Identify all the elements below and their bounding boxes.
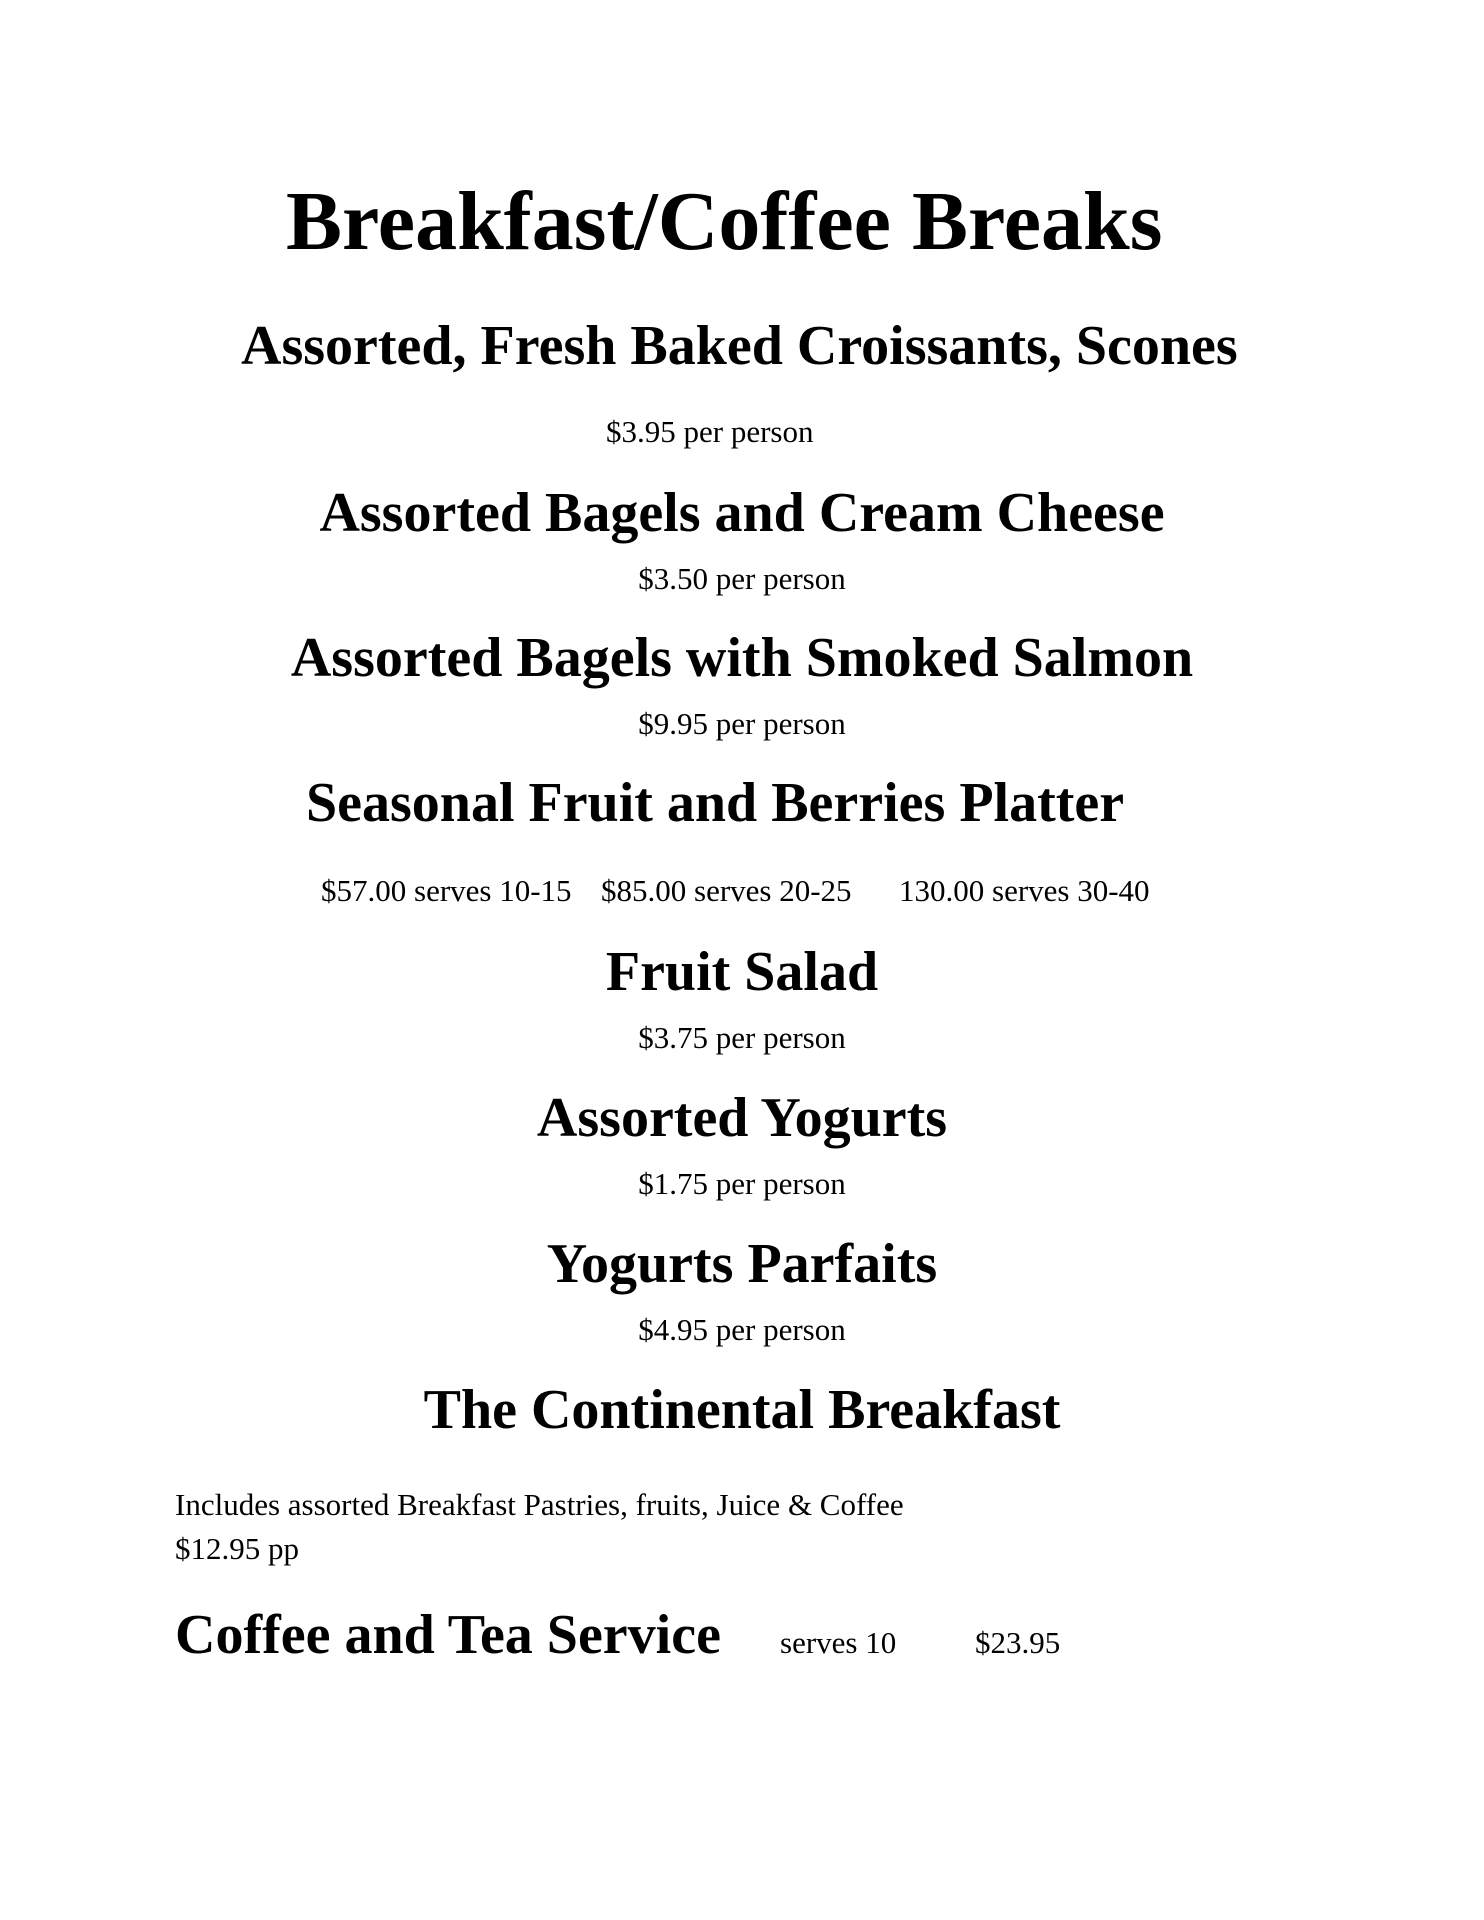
item-price-continental: $12.95 pp [175, 1531, 299, 1566]
item-name-yogurts: Assorted Yogurts [536, 1087, 948, 1149]
item-price-fruit-platter-large: 130.00 serves 30-40 [899, 873, 1150, 908]
item-price-bagels-cream-cheese: $3.50 per person [638, 561, 846, 596]
item-name-coffee-tea: Coffee and Tea Service [175, 1604, 721, 1666]
item-description-continental: Includes assorted Breakfast Pastries, fruits, Juice & Coffee [175, 1487, 904, 1522]
item-name-fruit-salad: Fruit Salad [605, 941, 879, 1003]
item-name-bagels-salmon: Assorted Bagels with Smoked Salmon [290, 627, 1194, 689]
item-price-fruit-platter-medium: $85.00 serves 20-25 [601, 873, 852, 908]
item-name-fruit-platter: Seasonal Fruit and Berries Platter [306, 772, 1125, 834]
item-price-croissants: $3.95 per person [606, 414, 814, 449]
page-title: Breakfast/Coffee Breaks [286, 175, 1163, 268]
item-name-bagels-cream-cheese: Assorted Bagels and Cream Cheese [319, 482, 1165, 544]
item-price-parfaits: $4.95 per person [638, 1312, 846, 1347]
item-price-fruit-platter-small: $57.00 serves 10-15 [321, 873, 572, 908]
item-price-coffee-tea: $23.95 [975, 1625, 1061, 1660]
item-serves-coffee-tea: serves 10 [780, 1625, 897, 1660]
item-name-croissants: Assorted, Fresh Baked Croissants, Scones [241, 315, 1238, 377]
item-price-yogurts: $1.75 per person [638, 1166, 846, 1201]
item-price-bagels-salmon: $9.95 per person [638, 706, 846, 741]
item-name-continental: The Continental Breakfast [423, 1379, 1061, 1441]
item-price-fruit-salad: $3.75 per person [638, 1020, 846, 1055]
item-name-parfaits: Yogurts Parfaits [546, 1233, 938, 1295]
